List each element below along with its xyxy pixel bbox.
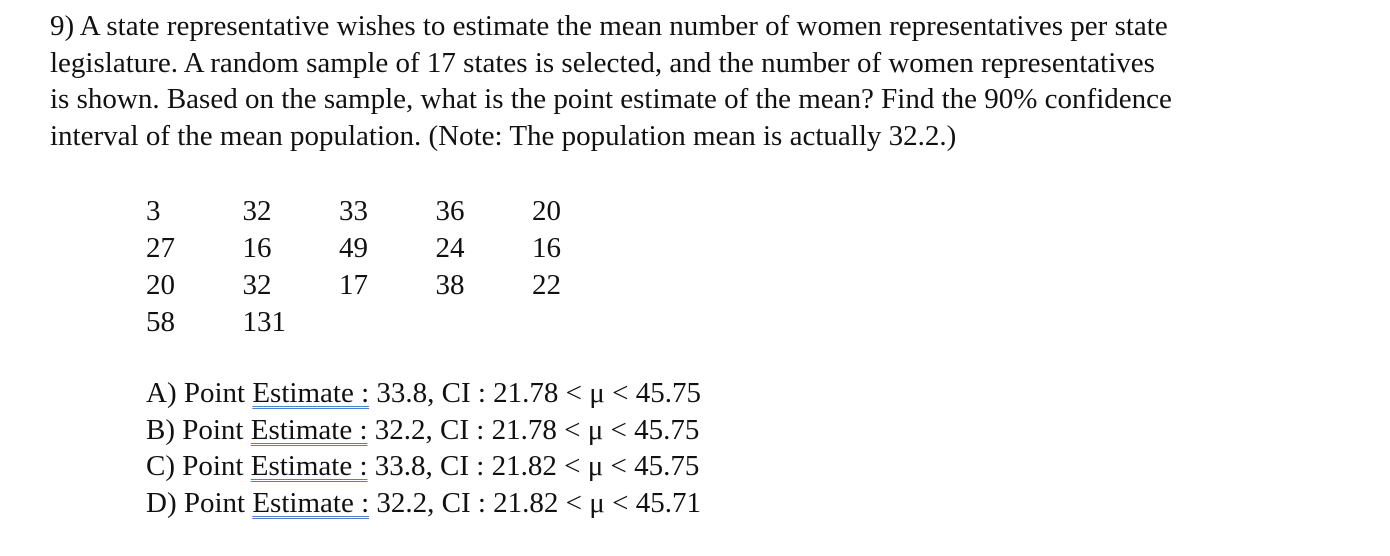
data-row (146, 267, 629, 304)
data-cell: 58 (146, 306, 175, 338)
data-cell: 49 (339, 232, 368, 264)
data-row (146, 304, 629, 341)
choice-prefix: D) Point (146, 486, 253, 519)
data-cell: 22 (532, 269, 561, 301)
choice-prefix: B) Point (146, 413, 251, 446)
data-cell: 24 (435, 232, 465, 264)
data-cell: 3 (146, 195, 161, 227)
estimate-label: Estimate : (252, 486, 370, 519)
choice-prefix: C) Point (146, 450, 251, 482)
data-cell: 16 (242, 232, 272, 264)
data-cell: 32 (242, 195, 272, 227)
sample-data-table (146, 193, 629, 341)
data-cell: 16 (532, 232, 561, 264)
data-cell: 20 (532, 195, 561, 227)
choice-value: 33.8, CI : 21.78 < μ < 45.75 (369, 377, 701, 409)
choice-prefix: A) Point (146, 377, 253, 409)
data-cell: 131 (242, 306, 286, 338)
question-line: is shown. Based on the sample, what is the point estimate of the mean? Find the 90% confidence (50, 83, 1172, 115)
question-text (50, 8, 1350, 154)
question-line: interval of the mean population. (Note: The population mean is actually 32.2.) (50, 119, 957, 152)
data-row (146, 193, 629, 230)
choice-value: 33.8, CI : 21.82 < μ < 45.75 (367, 450, 700, 482)
data-row (146, 230, 629, 267)
data-cell: 27 (146, 232, 175, 264)
choice-value: 32.2, CI : 21.82 < μ < 45.71 (369, 486, 701, 519)
question-line: legislature. A random sample of 17 states is selected, and the number of women representatives (50, 46, 1155, 79)
data-cell: 33 (339, 195, 368, 227)
data-cell: 38 (435, 269, 465, 301)
answer-choice-b[interactable] (146, 412, 701, 449)
data-cell: 20 (146, 269, 175, 301)
data-cell: 36 (435, 195, 465, 227)
estimate-label: Estimate : (250, 450, 368, 482)
estimate-label: Estimate : (250, 413, 368, 446)
answer-choice-d[interactable] (146, 485, 701, 522)
data-cell: 17 (339, 269, 368, 301)
answer-choice-c[interactable] (146, 448, 701, 485)
choice-value: 32.2, CI : 21.78 < μ < 45.75 (367, 413, 700, 446)
answer-choices (146, 375, 701, 521)
estimate-label: Estimate : (252, 377, 370, 409)
answer-choice-a[interactable] (146, 375, 701, 412)
data-cell: 32 (242, 269, 272, 301)
question-line: 9) A state representative wishes to estimate the mean number of women representatives per state (50, 10, 1168, 42)
